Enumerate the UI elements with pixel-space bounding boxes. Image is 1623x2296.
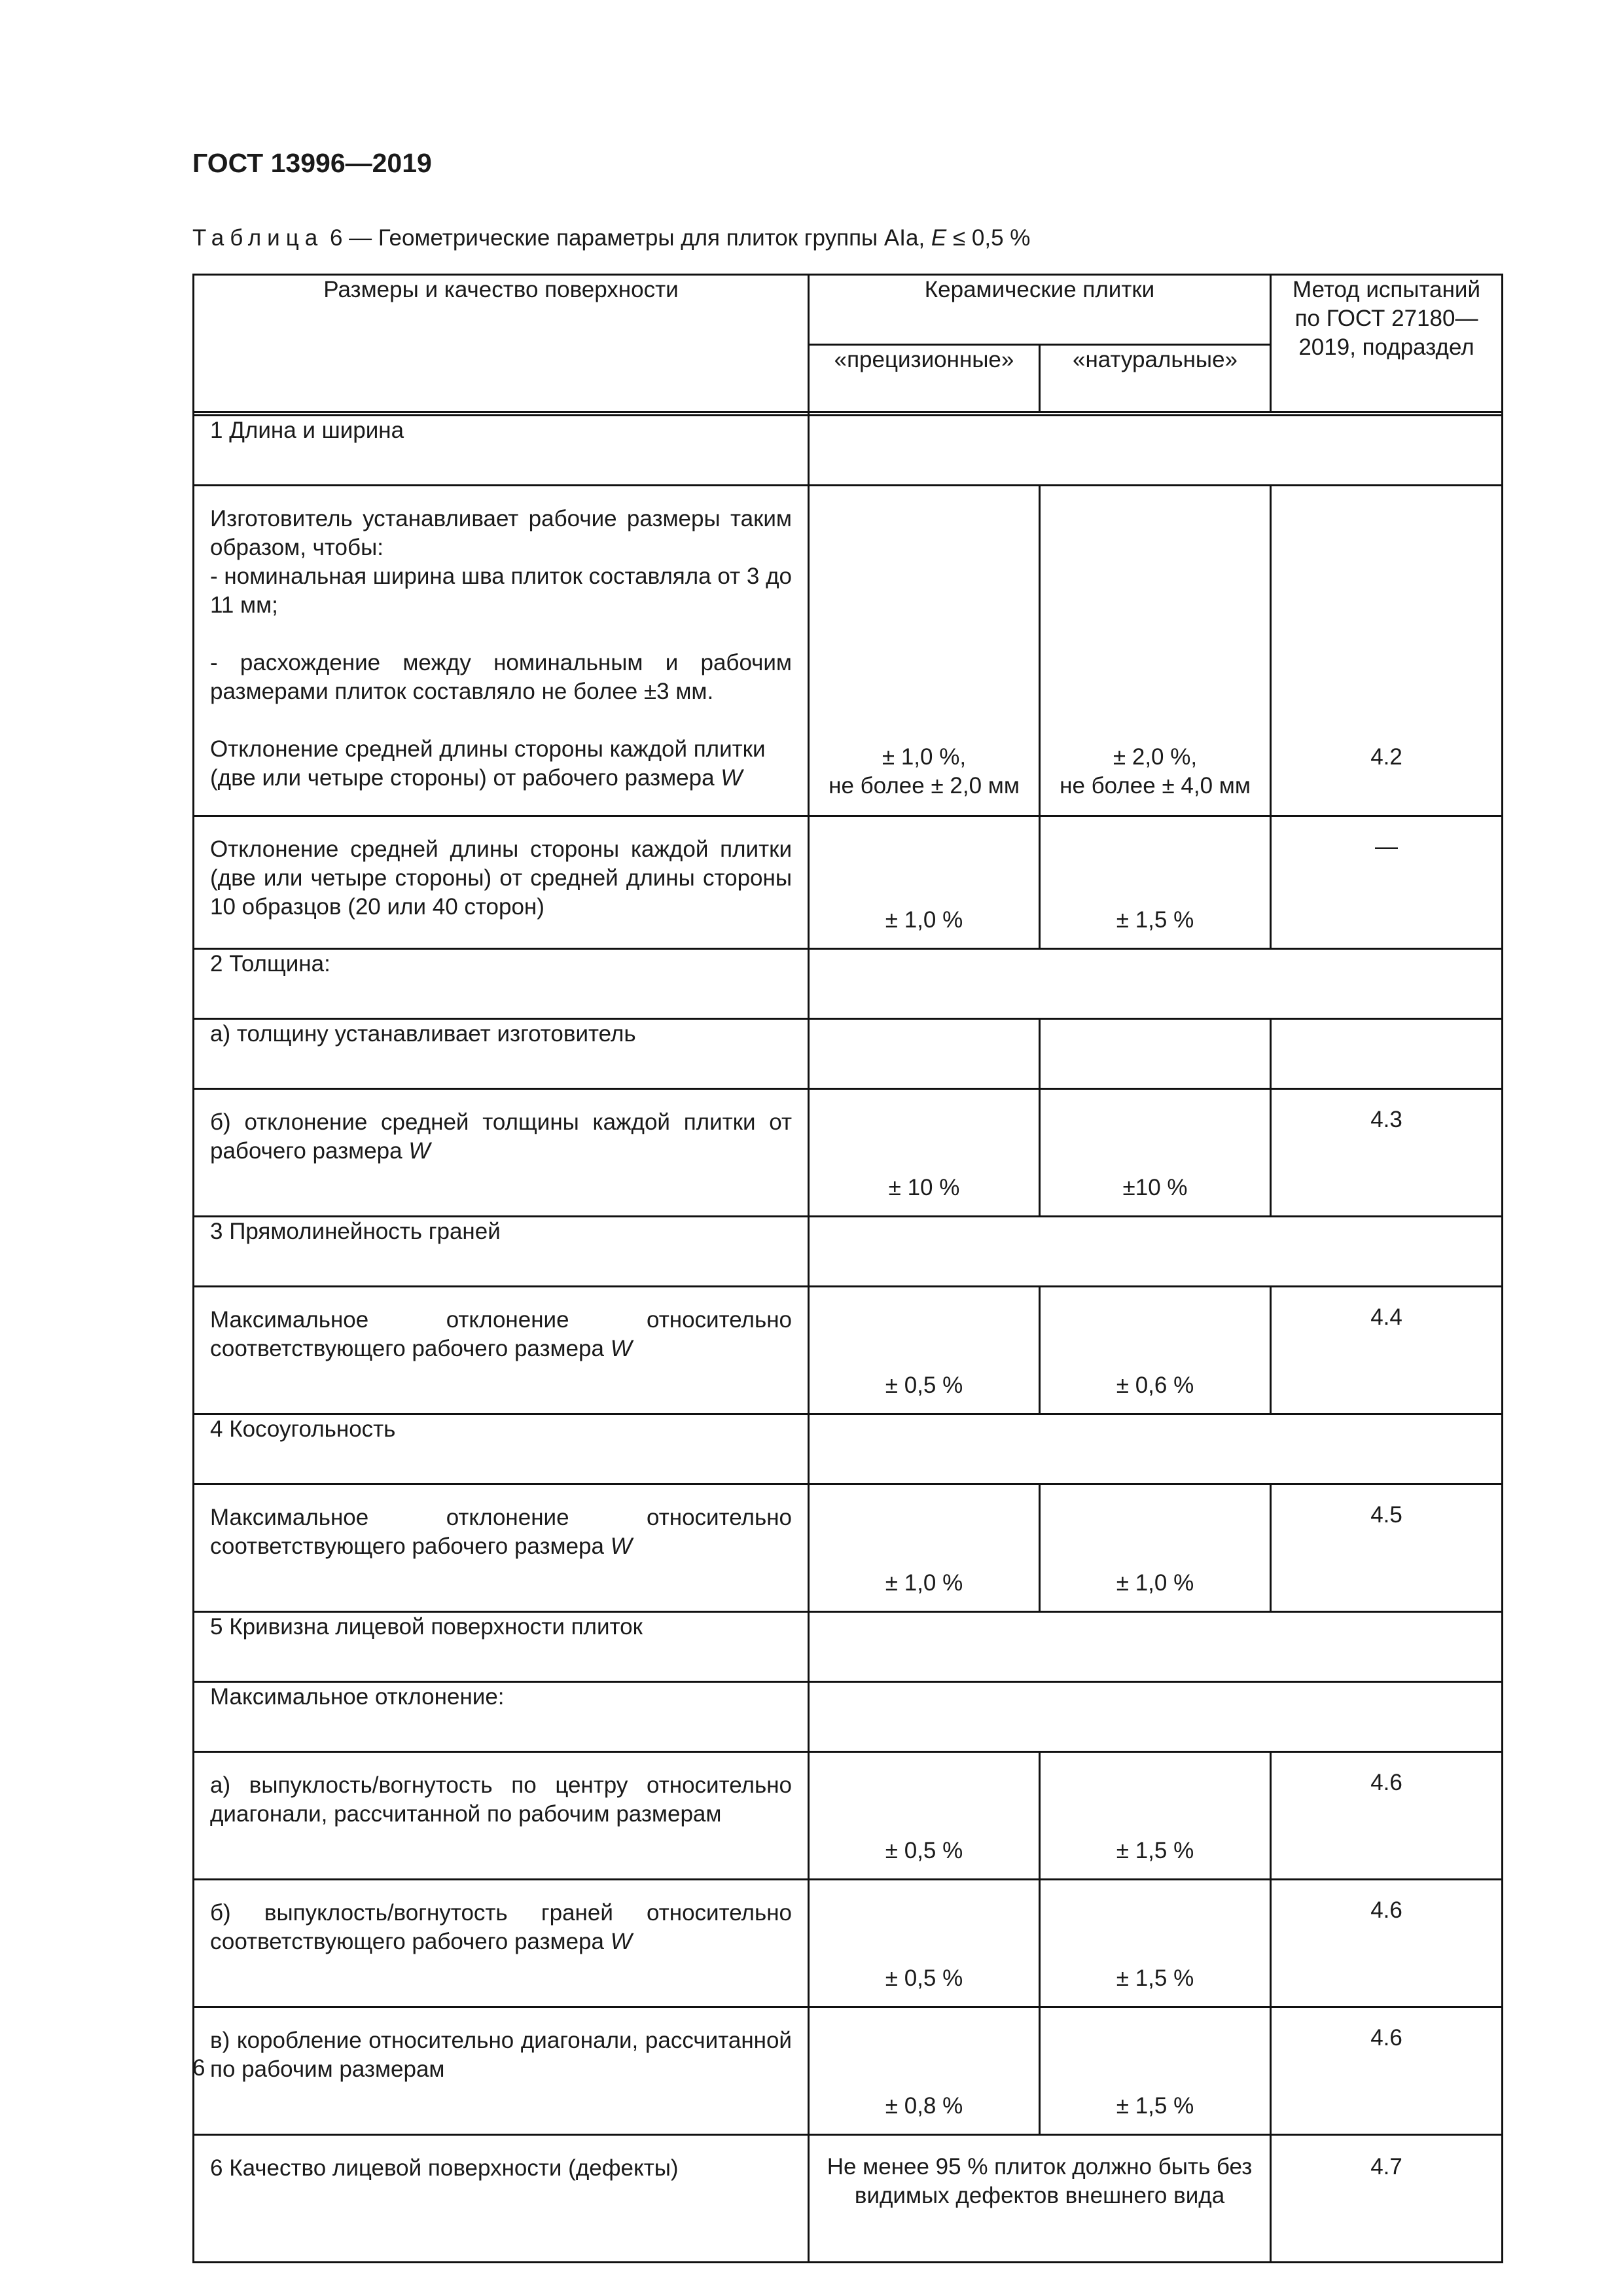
empty-cell	[1271, 1019, 1503, 1089]
caption-formula-var: E	[931, 225, 947, 251]
value-precision: ± 1,0 %	[809, 1484, 1040, 1612]
section-surface-quality	[194, 2135, 1503, 2263]
section-title: 1 Длина и ширина	[194, 416, 809, 486]
paragraph: - номинальная ширина шва плиток составляла от 3 до 11 мм;	[210, 564, 792, 618]
section-curvature	[194, 1612, 1503, 1682]
test-method: 4.6	[1271, 1752, 1503, 1880]
section-title: 3 Прямолинейность граней	[194, 1217, 809, 1287]
value-natural: ± 1,0 %	[1040, 1484, 1271, 1612]
test-method: 4.6	[1271, 1880, 1503, 2007]
table-header-row	[194, 275, 1503, 345]
value-natural: ±10 %	[1040, 1089, 1271, 1217]
table-row	[194, 1682, 1503, 1752]
value-line: ± 2,0 %,	[1113, 744, 1198, 770]
row-text	[194, 1880, 809, 2007]
table-row	[194, 816, 1503, 949]
paragraph-text: Отклонение средней длины стороны каждой плитки (две или четыре стороны) от рабочего размера	[210, 736, 766, 791]
empty-cell	[809, 1414, 1503, 1484]
value-precision: ± 0,8 %	[809, 2007, 1040, 2135]
caption-label: Таблица	[192, 225, 324, 251]
section-thickness	[194, 949, 1503, 1019]
empty-cell	[809, 1612, 1503, 1682]
paragraph: Изготовитель устанавливает рабочие размеры таким образом, чтобы:	[210, 506, 792, 560]
value-precision: ± 10 %	[809, 1089, 1040, 1217]
section-length-width	[194, 416, 1503, 486]
row-text-content: Максимальное отклонение относительно соответствующего рабочего размера	[210, 1307, 792, 1361]
header-precision: «прецизионные»	[809, 345, 1040, 412]
row-text	[194, 1484, 809, 1612]
value-precision: ± 0,5 %	[809, 1752, 1040, 1880]
var-w: W	[721, 765, 743, 791]
row-text-content: б) выпуклость/вогнутость граней относительно соответствующего рабочего размера	[210, 1900, 792, 1954]
page-number: 6	[192, 2055, 205, 2081]
value-line: не более ± 2,0 мм	[829, 773, 1020, 798]
document-code: ГОСТ 13996—2019	[192, 148, 432, 178]
table-caption	[192, 225, 1030, 251]
value-natural: ± 0,6 %	[1040, 1287, 1271, 1414]
empty-cell	[809, 949, 1503, 1019]
var-w: W	[610, 1534, 632, 1559]
section-title: 6 Качество лицевой поверхности (дефекты)	[194, 2135, 809, 2263]
row-text	[194, 1287, 809, 1414]
row-text	[194, 1089, 809, 1217]
header-ceramic-tiles: Керамические плитки	[809, 275, 1271, 345]
table-row	[194, 1484, 1503, 1612]
paragraph	[210, 735, 792, 793]
row-text: а) толщину устанавливает изготовитель	[194, 1019, 809, 1089]
table-row	[194, 2007, 1503, 2135]
section-skewness	[194, 1414, 1503, 1484]
test-method: 4.4	[1271, 1287, 1503, 1414]
table-row	[194, 1019, 1503, 1089]
empty-cell	[809, 416, 1503, 486]
row-text: а) выпуклость/вогнутость по центру относительно диагонали, рассчитанной по рабочим размерам	[194, 1752, 809, 1880]
caption-number: 6	[329, 225, 343, 251]
value-natural	[1040, 486, 1271, 816]
header-dimensions: Размеры и качество поверхности	[194, 275, 809, 412]
value-natural: ± 1,5 %	[1040, 2007, 1271, 2135]
row-text	[194, 486, 809, 816]
table-row	[194, 1880, 1503, 2007]
header-test-method: Метод испытаний по ГОСТ 27180—2019, подраздел	[1271, 275, 1503, 412]
test-method: 4.3	[1271, 1089, 1503, 1217]
var-w: W	[610, 1336, 632, 1361]
header-natural: «натуральные»	[1040, 345, 1271, 412]
parameters-table	[192, 274, 1503, 2263]
row-text-content: Максимальное отклонение относительно соответствующего рабочего размера	[210, 1505, 792, 1559]
row-text: Отклонение средней длины стороны каждой плитки (две или четыре стороны) от средней длины стороны 10 образцов (20 или 40 сторон)	[194, 816, 809, 949]
test-method: 4.2	[1271, 486, 1503, 816]
paragraph: - расхождение между номинальным и рабочим размерами плиток составляло не более ±3 мм.	[210, 650, 792, 704]
section-title: 5 Кривизна лицевой поверхности плиток	[194, 1612, 809, 1682]
test-method: 4.5	[1271, 1484, 1503, 1612]
value-natural: ± 1,5 %	[1040, 1880, 1271, 2007]
value-line: ± 1,0 %,	[882, 744, 967, 770]
var-w: W	[408, 1138, 431, 1164]
row-text-content: б) отклонение средней толщины каждой плитки от рабочего размера	[210, 1109, 792, 1164]
test-method: 4.7	[1271, 2135, 1503, 2263]
value-precision	[809, 486, 1040, 816]
empty-cell	[809, 1682, 1503, 1752]
test-method: 4.6	[1271, 2007, 1503, 2135]
table-row	[194, 486, 1503, 816]
value-precision: ± 0,5 %	[809, 1880, 1040, 2007]
caption-text: — Геометрические параметры для плиток группы AIa,	[349, 225, 925, 251]
empty-cell	[809, 1019, 1040, 1089]
value-line: не более ± 4,0 мм	[1060, 773, 1251, 798]
test-method: —	[1271, 816, 1503, 949]
value-precision: ± 1,0 %	[809, 816, 1040, 949]
empty-cell	[1040, 1019, 1271, 1089]
section-straightness	[194, 1217, 1503, 1287]
var-w: W	[610, 1929, 632, 1954]
caption-formula-rest: ≤ 0,5 %	[953, 225, 1031, 251]
table-row	[194, 1752, 1503, 1880]
section-title: 4 Косоугольность	[194, 1414, 809, 1484]
row-text: Максимальное отклонение:	[194, 1682, 809, 1752]
value-precision: ± 0,5 %	[809, 1287, 1040, 1414]
section-title: 2 Толщина:	[194, 949, 809, 1019]
surface-requirement: Не менее 95 % плиток должно быть без видимых дефектов внешнего вида	[809, 2135, 1271, 2263]
empty-cell	[809, 1217, 1503, 1287]
table-row	[194, 1287, 1503, 1414]
value-natural: ± 1,5 %	[1040, 1752, 1271, 1880]
row-text: в) коробление относительно диагонали, рассчитанной по рабочим размерам	[194, 2007, 809, 2135]
table-row	[194, 1089, 1503, 1217]
value-natural: ± 1,5 %	[1040, 816, 1271, 949]
